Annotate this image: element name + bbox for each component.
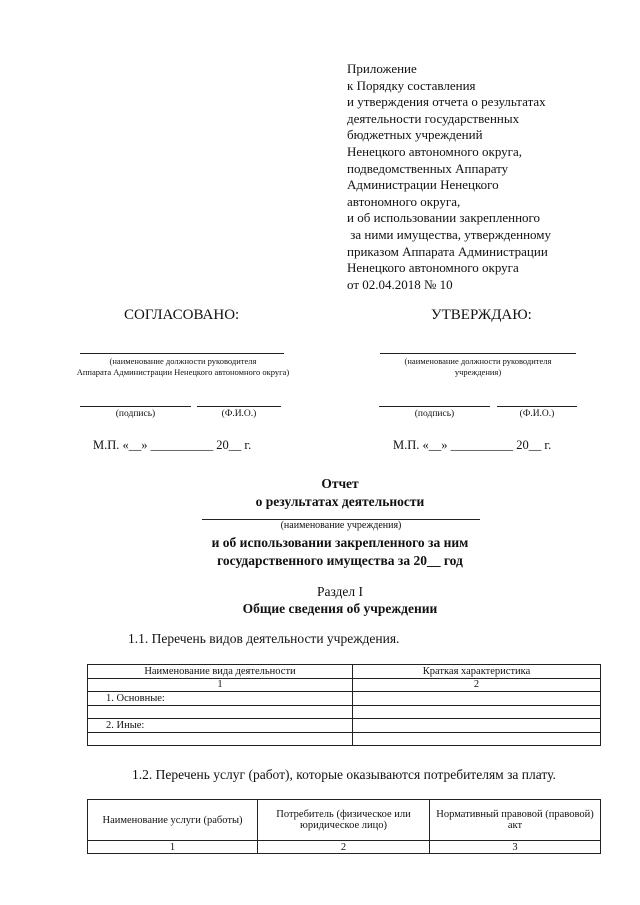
table-cell xyxy=(353,719,601,733)
appendix-line: и утверждения отчета о результатах xyxy=(347,94,546,110)
left-signature-label: (подпись) xyxy=(115,409,156,419)
institution-caption: (наименование учреждения) xyxy=(280,520,402,531)
right-signature-line xyxy=(379,406,490,407)
appendix-line: подведомственных Аппарату xyxy=(347,160,509,176)
report-line-4: государственного имущества за 20__ год xyxy=(217,553,463,568)
table-cell: 1. Основные: xyxy=(88,692,353,706)
appendix-line: Ненецкого автономного округа xyxy=(347,260,519,276)
right-name-label: (Ф.И.О.) xyxy=(519,409,555,419)
left-position-line xyxy=(80,353,284,354)
item-1-2-heading: 1.2. Перечень услуг (работ), которые оказываются потребителям за плату. xyxy=(132,767,556,782)
approve-header: УТВЕРЖДАЮ: xyxy=(431,307,532,323)
left-name-line xyxy=(197,406,281,407)
table-header-cell: Нормативный правовой (правовой) акт xyxy=(430,800,601,841)
report-title: Отчет xyxy=(321,476,359,491)
table-number-cell: 2 xyxy=(258,841,430,854)
table-number-cell: 1 xyxy=(88,841,258,854)
activities-table xyxy=(87,664,601,746)
table-number-cell: 2 xyxy=(353,678,601,692)
table-header-cell: Потребитель (физическое или юридическое лицо) xyxy=(258,800,430,841)
report-subtitle: о результатах деятельности xyxy=(255,494,425,509)
table-header-cell: Наименование услуги (работы) xyxy=(88,800,258,841)
table-number-cell: 1 xyxy=(88,678,353,692)
table-row xyxy=(88,705,601,719)
section-title: Общие сведения об учреждении xyxy=(242,601,438,616)
table-cell: 2. Иные: xyxy=(88,719,353,733)
table-cell xyxy=(88,705,353,719)
appendix-line: к Порядку составления xyxy=(347,77,476,93)
left-signature-line xyxy=(80,406,191,407)
appendix-block xyxy=(347,61,617,293)
appendix-line: приказом Аппарата Администрации xyxy=(347,243,548,259)
appendix-line: Администрации Ненецкого xyxy=(347,177,499,193)
table-header-row xyxy=(88,665,601,679)
left-seal-line: М.П. «__» __________ 20__ г. xyxy=(93,438,252,452)
report-line-3: и об использовании закрепленного за ним xyxy=(211,535,469,550)
agreed-header: СОГЛАСОВАНО: xyxy=(124,307,240,323)
right-position-line xyxy=(380,353,576,354)
appendix-line: Ненецкого автономного округа, xyxy=(347,143,522,159)
section-number: Раздел I xyxy=(316,584,364,599)
table-row xyxy=(88,719,601,733)
appendix-line: бюджетных учреждений xyxy=(347,127,483,143)
table-header-cell: Наименование вида деятельности xyxy=(88,665,353,679)
table-row xyxy=(88,692,601,706)
table-number-row xyxy=(88,841,601,854)
table-cell xyxy=(353,692,601,706)
table-cell xyxy=(353,732,601,746)
table-cell xyxy=(353,705,601,719)
services-table xyxy=(87,799,601,854)
appendix-line: и об использовании закрепленного xyxy=(347,210,541,226)
table-row xyxy=(88,732,601,746)
right-seal-line: М.П. «__» __________ 20__ г. xyxy=(393,438,552,452)
table-header-row xyxy=(88,800,601,841)
appendix-line: от 02.04.2018 № 10 xyxy=(347,276,453,292)
right-position-caption: (наименование должности руководителя учреждения) xyxy=(404,356,552,377)
right-name-line xyxy=(497,406,577,407)
appendix-line: автономного округа, xyxy=(347,193,461,209)
appendix-line: за ними имущества, утвержденному xyxy=(347,226,552,242)
appendix-line: Приложение xyxy=(347,61,417,76)
left-name-label: (Ф.И.О.) xyxy=(221,409,257,419)
table-header-cell: Краткая характеристика xyxy=(353,665,601,679)
right-signature-label: (подпись) xyxy=(414,409,455,419)
left-position-caption: (наименование должности руководителя Аппарата Администрации Ненецкого автономного округа) xyxy=(76,356,290,377)
appendix-line: деятельности государственных xyxy=(347,110,520,126)
table-number-row xyxy=(88,678,601,692)
item-1-1-heading: 1.1. Перечень видов деятельности учреждения. xyxy=(128,631,400,646)
table-cell xyxy=(88,732,353,746)
table-number-cell: 3 xyxy=(430,841,601,854)
